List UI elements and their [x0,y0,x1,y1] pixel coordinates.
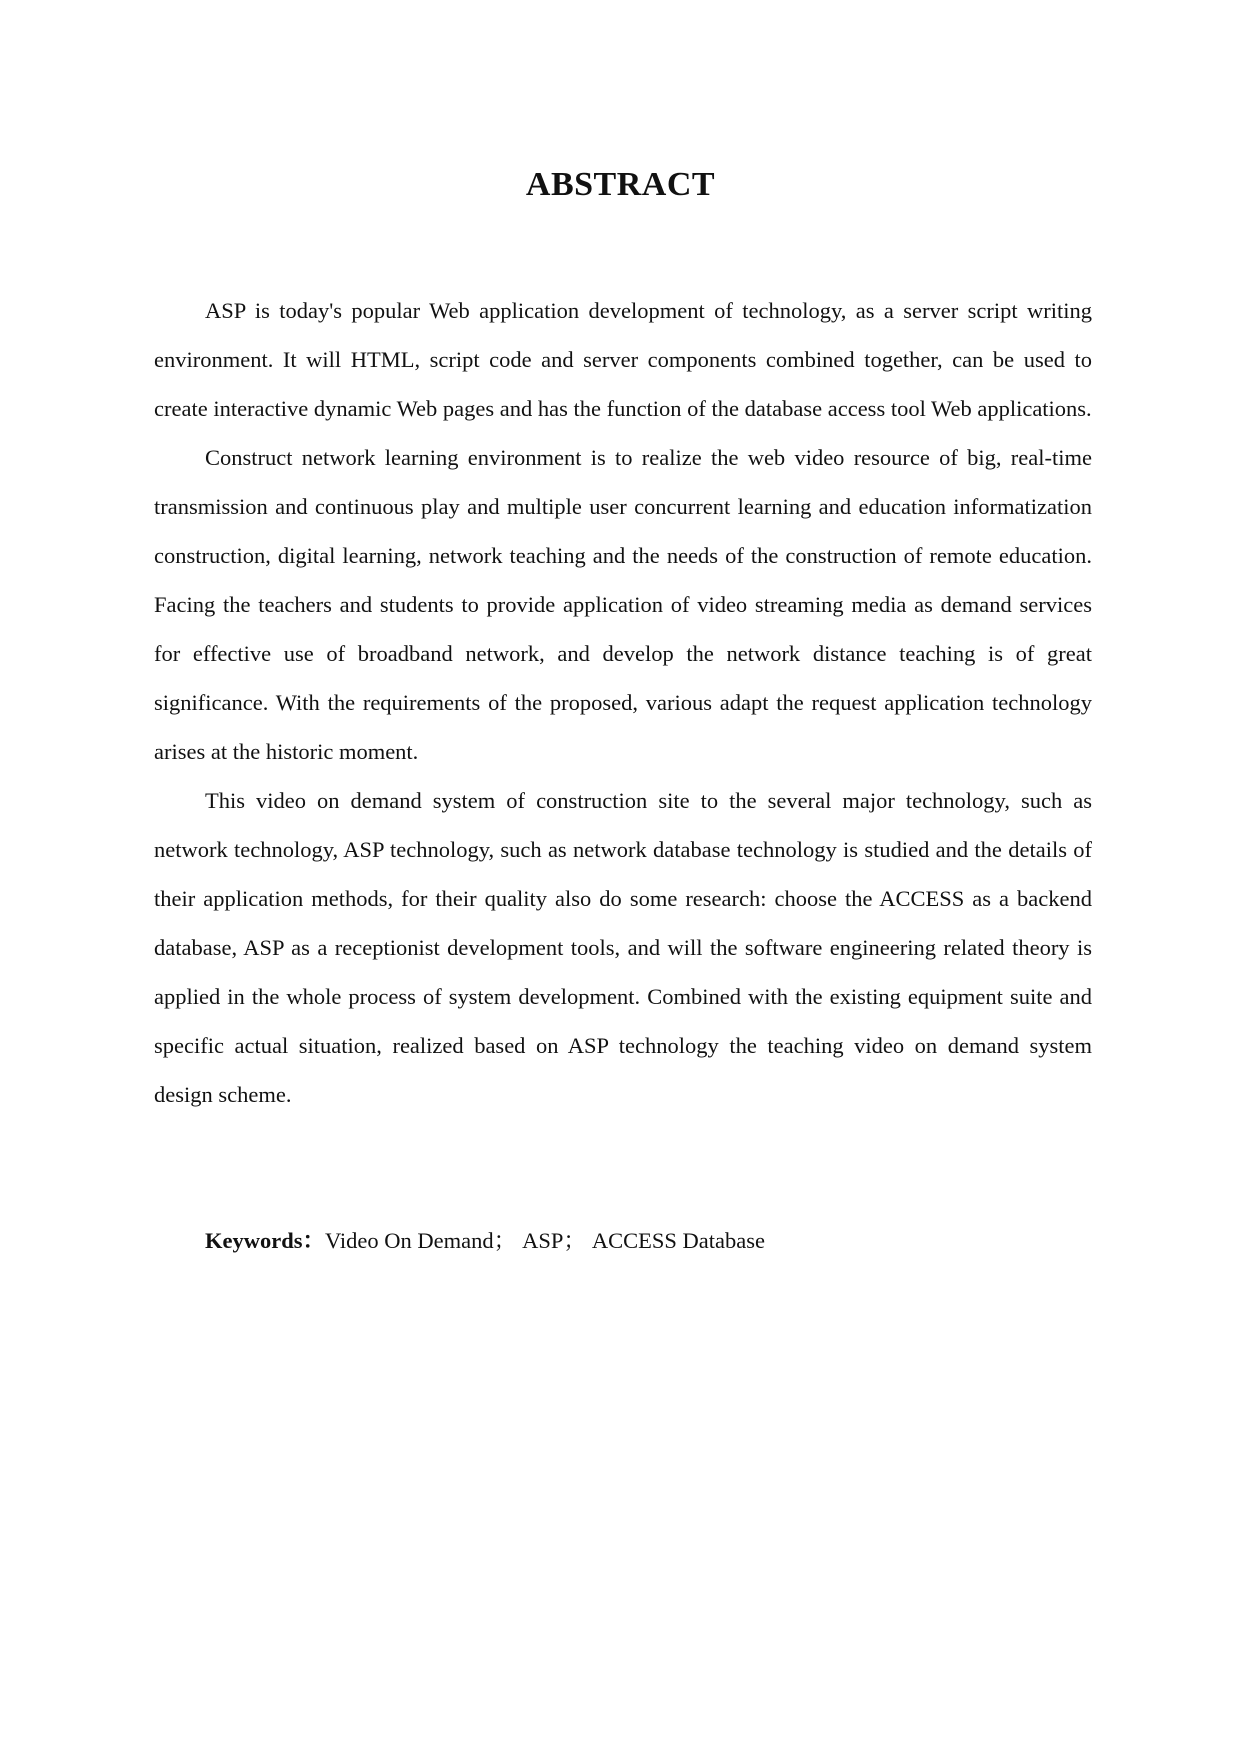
abstract-paragraph-1: ASP is today's popular Web application development of technology, as a server script writing environment. It will HTML, script code and server components combined together, can be used to create interactive dynamic Web pages and has the function of the database access tool Web applications. [154,298,1092,421]
keyword-item-1: Video On Demand； [325,1228,517,1253]
abstract-title: ABSTRACT [525,166,716,203]
keywords-line [205,1221,765,1261]
keywords-label: Keywords： [205,1228,325,1253]
keyword-item-2: ASP； [522,1228,586,1253]
abstract-paragraph-2: Construct network learning environment is to realize the web video resource of big, real-time transmission and continuous play and multiple user concurrent learning and education informatization construction, digital learning, network teaching and the needs of the construction of remote education. Facing the teachers and students to provide application of video streaming media as demand services for effective use of broadband network, and develop the network distance teaching is of great significance. With the requirements of the proposed, various adapt the request application technology arises at the historic moment. [154,445,1092,764]
abstract-body [154,286,1092,1119]
abstract-paragraph-3: This video on demand system of construction site to the several major technology, such as network technology, ASP technology, such as network database technology is studied and the details of their application methods, for their quality also do some research: choose the ACCESS as a backend database, ASP as a receptionist development tools, and will the software engineering related theory is applied in the whole process of system development. Combined with the existing equipment suite and specific actual situation, realized based on ASP technology the teaching video on demand system design scheme. [154,788,1092,1107]
keyword-item-3: ACCESS Database [591,1228,766,1253]
